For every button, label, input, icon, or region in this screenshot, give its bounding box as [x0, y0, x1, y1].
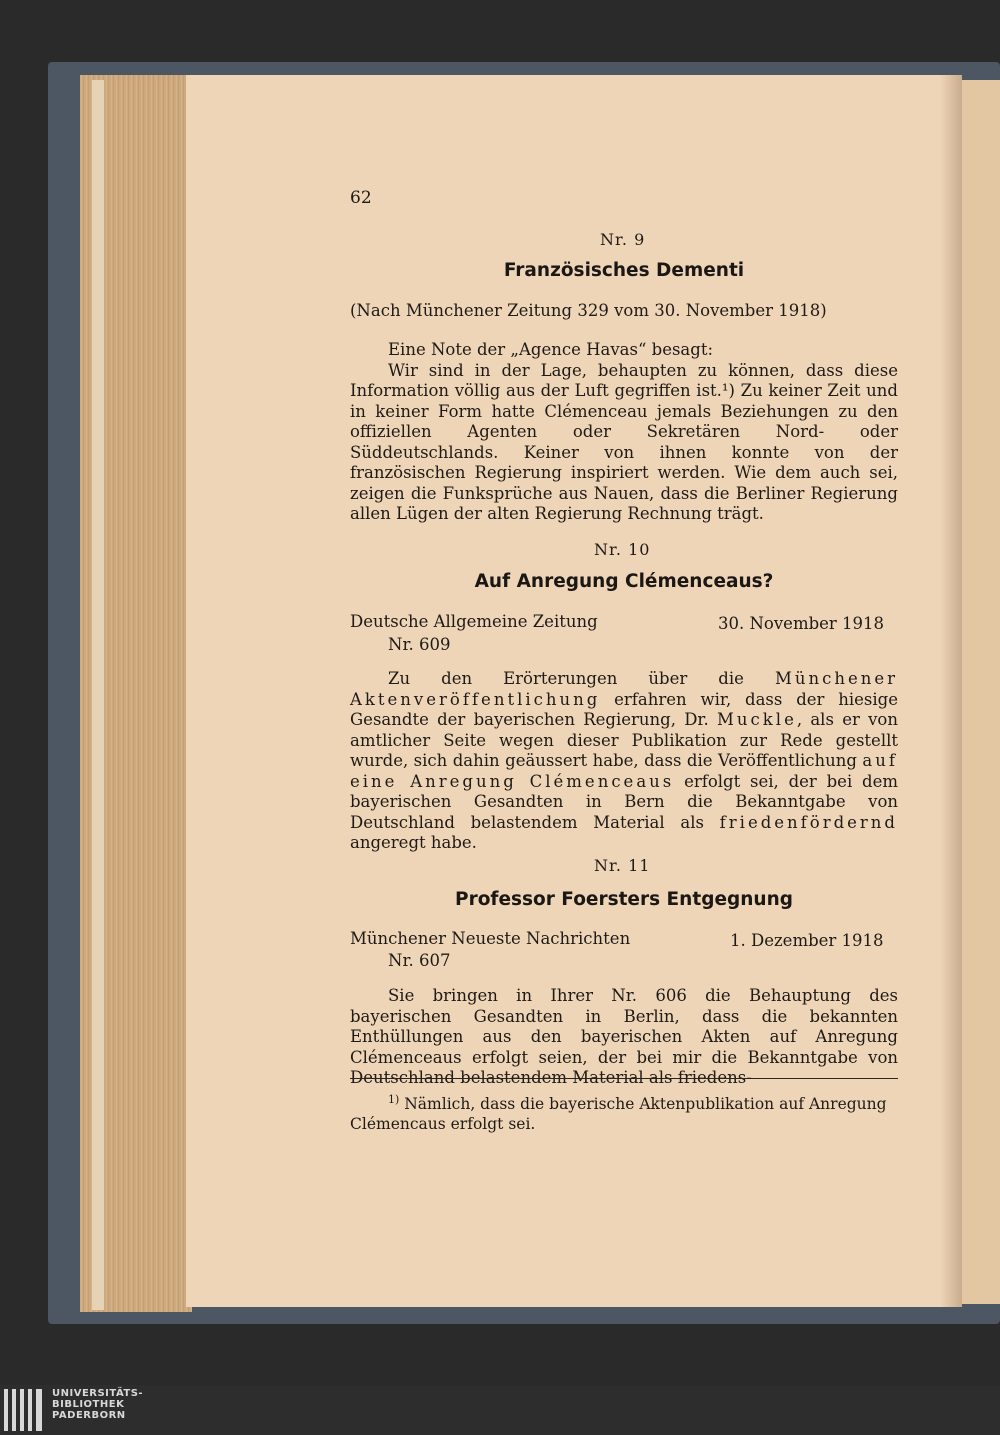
section-source: (Nach Münchener Zeitung 329 vom 30. November 1918): [350, 301, 827, 320]
logo-line: UNIVERSITÄTS-: [52, 1388, 144, 1399]
section-source-nr: Nr. 609: [388, 635, 451, 654]
section-source: Deutsche Allgemeine Zeitung: [350, 612, 598, 631]
footnote: [350, 1090, 898, 1134]
section-number: Nr. 9: [600, 230, 646, 249]
emphasis-text: friedenfördernd: [719, 812, 898, 832]
section-title: Französisches Dementi: [503, 260, 745, 281]
body-paragraph: Sie bringen in Ihrer Nr. 606 die Behauptung des bayerischen Gesandten in Berlin, dass die bekannten Enthüllungen aus den bayerischen Akten auf Anregung Clémenceaus erfolgt seien, der bei mir die Bekanntgabe von Deutschland belastendem Material als friedens-: [350, 986, 898, 1087]
section-date: 1. Dezember 1918: [730, 931, 884, 950]
emphasis-text: auf eine Anregung Clémenceaus: [350, 751, 898, 791]
body-line: Eine Note der „Agence Havas“ besagt:: [388, 340, 714, 359]
logo-line: PADERBORN: [52, 1410, 126, 1421]
footnote-marker: 1): [388, 1093, 400, 1106]
section-body: [350, 986, 898, 1089]
body-text: erfahren wir, dass der hiesige Gesandte der bayerischen Regierung, Dr.: [350, 689, 898, 729]
footnote-text: Nämlich, dass die bayerische Aktenpublikation auf Anregung Clémencaus erfolgt sei.: [350, 1095, 887, 1134]
section-source-nr: Nr. 607: [388, 951, 451, 970]
body-text: Zu den Erörterungen über die: [388, 669, 775, 688]
body-text: angeregt habe.: [350, 833, 477, 852]
emphasis-text: Münchener Aktenveröffentlichung: [350, 669, 898, 709]
body-text: , als er von amtlicher Seite wegen dieser Publikation zur Rede gestellt wurde, sich dahin geäussert habe, dass die Veröffentlichung: [350, 710, 898, 770]
footnote-divider: [350, 1078, 898, 1079]
section-number: Nr. 11: [594, 856, 651, 875]
section-number: Nr. 10: [594, 540, 651, 559]
page-number: 62: [350, 188, 372, 208]
section-source: Münchener Neueste Nachrichten: [350, 929, 631, 948]
section-body: [350, 669, 898, 854]
section-date: 30. November 1918: [718, 614, 885, 633]
library-banner: [0, 1385, 1000, 1435]
library-logo-text: [52, 1388, 143, 1421]
section-body: [350, 340, 898, 525]
page-gutter-shadow: [940, 75, 962, 1307]
library-logo-icon: [4, 1389, 46, 1431]
section-title: Professor Foersters Entgegnung: [455, 889, 793, 910]
emphasis-text: Muckle: [717, 710, 797, 729]
section-title: Auf Anregung Clémenceaus?: [474, 571, 774, 592]
page-edges-highlight: [92, 80, 104, 1310]
body-text: erfolgt sei, der bei dem bayerischen Gesandten in Bern die Bekanntgabe von Deutschland belastendem Material als: [350, 771, 898, 832]
logo-line: BIBLIOTHEK: [52, 1399, 125, 1410]
body-paragraph: Wir sind in der Lage, behaupten zu können, dass diese Information völlig aus der Luft gegriffen ist.¹) Zu keiner Zeit und in keiner Form hatte Clémenceau jemals Beziehungen zu den offiziellen Agenten oder Sekretären Nord- oder Süddeutschlands. Keiner von ihnen konnte von der französischen Regierung inspiriert werden. Wie dem auch sei, zeigen die Funksprüche aus Nauen, dass die Berliner Regierung allen Lügen der alten Regierung Rechnung trägt.: [350, 360, 898, 523]
facing-page: [962, 80, 1000, 1304]
